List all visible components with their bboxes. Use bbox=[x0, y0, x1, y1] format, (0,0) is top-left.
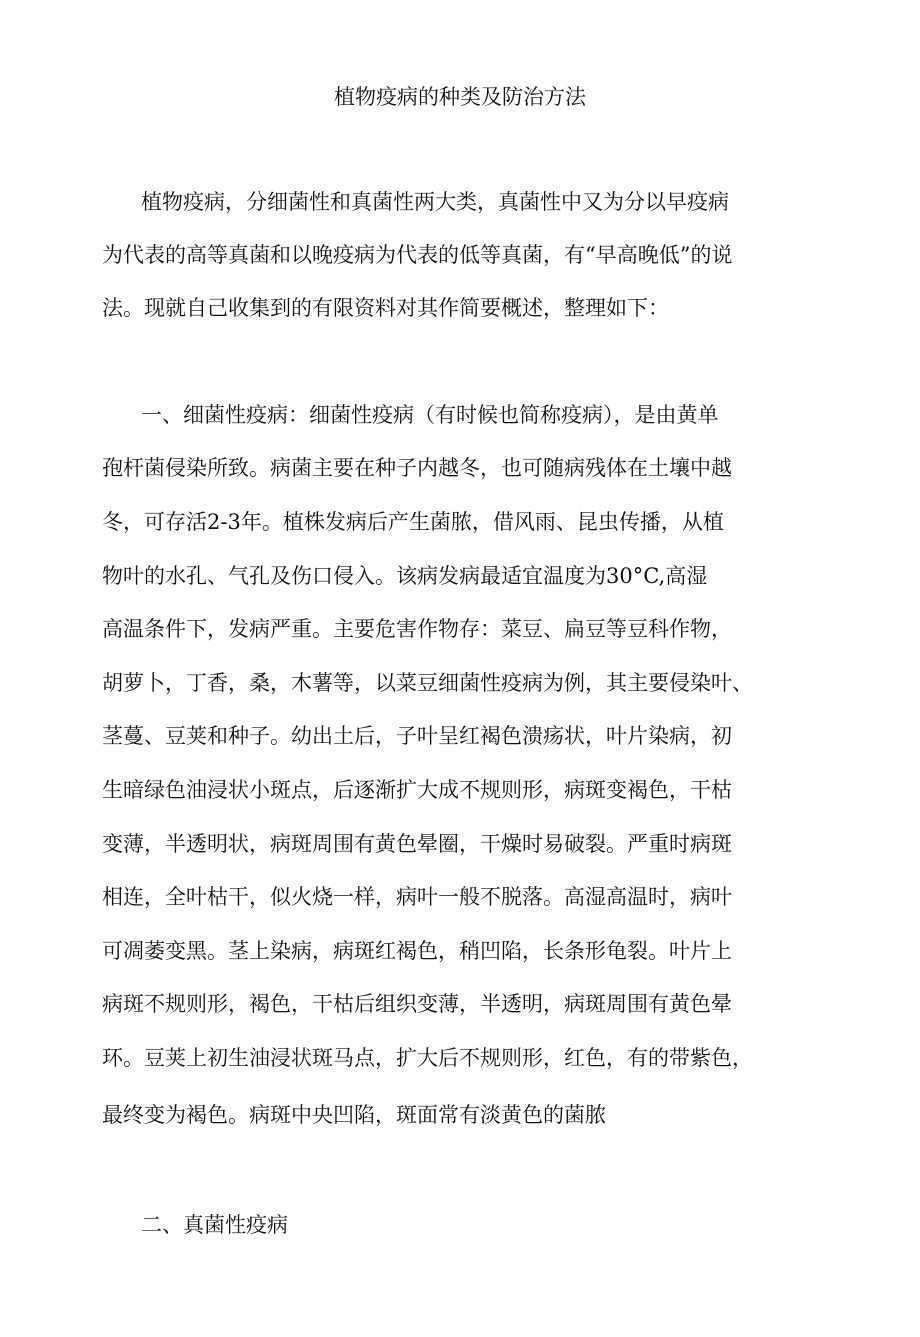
section1-line: 冬，可存活2-3年。植株发病后产生菌脓，借风雨、昆虫传播，从植 bbox=[102, 510, 724, 534]
section1-line: 孢杆菌侵染所致。病菌主要在种子内越冬，也可随病残体在土壤中越 bbox=[102, 456, 732, 480]
intro-line: 法。现就自己收集到的有限资料对其作简要概述，整理如下： bbox=[102, 296, 669, 320]
document-title: 植物疫病的种类及防治方法 bbox=[334, 85, 586, 109]
section1-line: 茎蔓、豆荚和种子。幼出土后，子叶呈红褐色溃疡状，叶片染病，初 bbox=[102, 724, 732, 748]
section1-line: 生暗绿色油浸状小斑点，后逐渐扩大成不规则形，病斑变褐色，干枯 bbox=[102, 778, 732, 802]
intro-line: 为代表的高等真菌和以晚疫病为代表的低等真菌，有“早高晚低”的说 bbox=[102, 243, 733, 267]
section1-line: 变薄，半透明状，病斑周围有黄色晕圈，干燥时易破裂。严重时病斑 bbox=[102, 832, 732, 856]
section1-line: 一、细菌性疫病：细菌性疫病（有时候也简称疫病），是由黄单 bbox=[141, 403, 719, 427]
section1-line: 物叶的水孔、气孔及伤口侵入。该病发病最适宜温度为30°C,高湿 bbox=[102, 564, 708, 588]
section1-line: 胡萝卜，丁香，桑，木薯等，以菜豆细菌性疫病为例，其主要侵染叶、 bbox=[102, 671, 753, 695]
section1-line: 最终变为褐色。病斑中央凹陷，斑面常有淡黄色的菌脓 bbox=[102, 1103, 606, 1127]
section1-line: 高温条件下，发病严重。主要危害作物存：菜豆、扁豆等豆科作物， bbox=[102, 617, 732, 641]
intro-line: 植物疫病，分细菌性和真菌性两大类，真菌性中又为分以早疫病 bbox=[141, 190, 729, 214]
section1-line: 相连，全叶枯干，似火烧一样，病叶一般不脱落。高湿高温时，病叶 bbox=[102, 885, 732, 909]
section1-line: 可凋萎变黑。茎上染病，病斑红褐色，稍凹陷，长条形龟裂。叶片上 bbox=[102, 939, 732, 963]
section1-line: 环。豆荚上初生油浸状斑马点，扩大后不规则形，红色，有的带紫色， bbox=[102, 1046, 753, 1070]
section2-heading: 二、真菌性疫病 bbox=[141, 1213, 288, 1237]
section1-line: 病斑不规则形，褐色，干枯后组织变薄，半透明，病斑周围有黄色晕 bbox=[102, 992, 732, 1016]
